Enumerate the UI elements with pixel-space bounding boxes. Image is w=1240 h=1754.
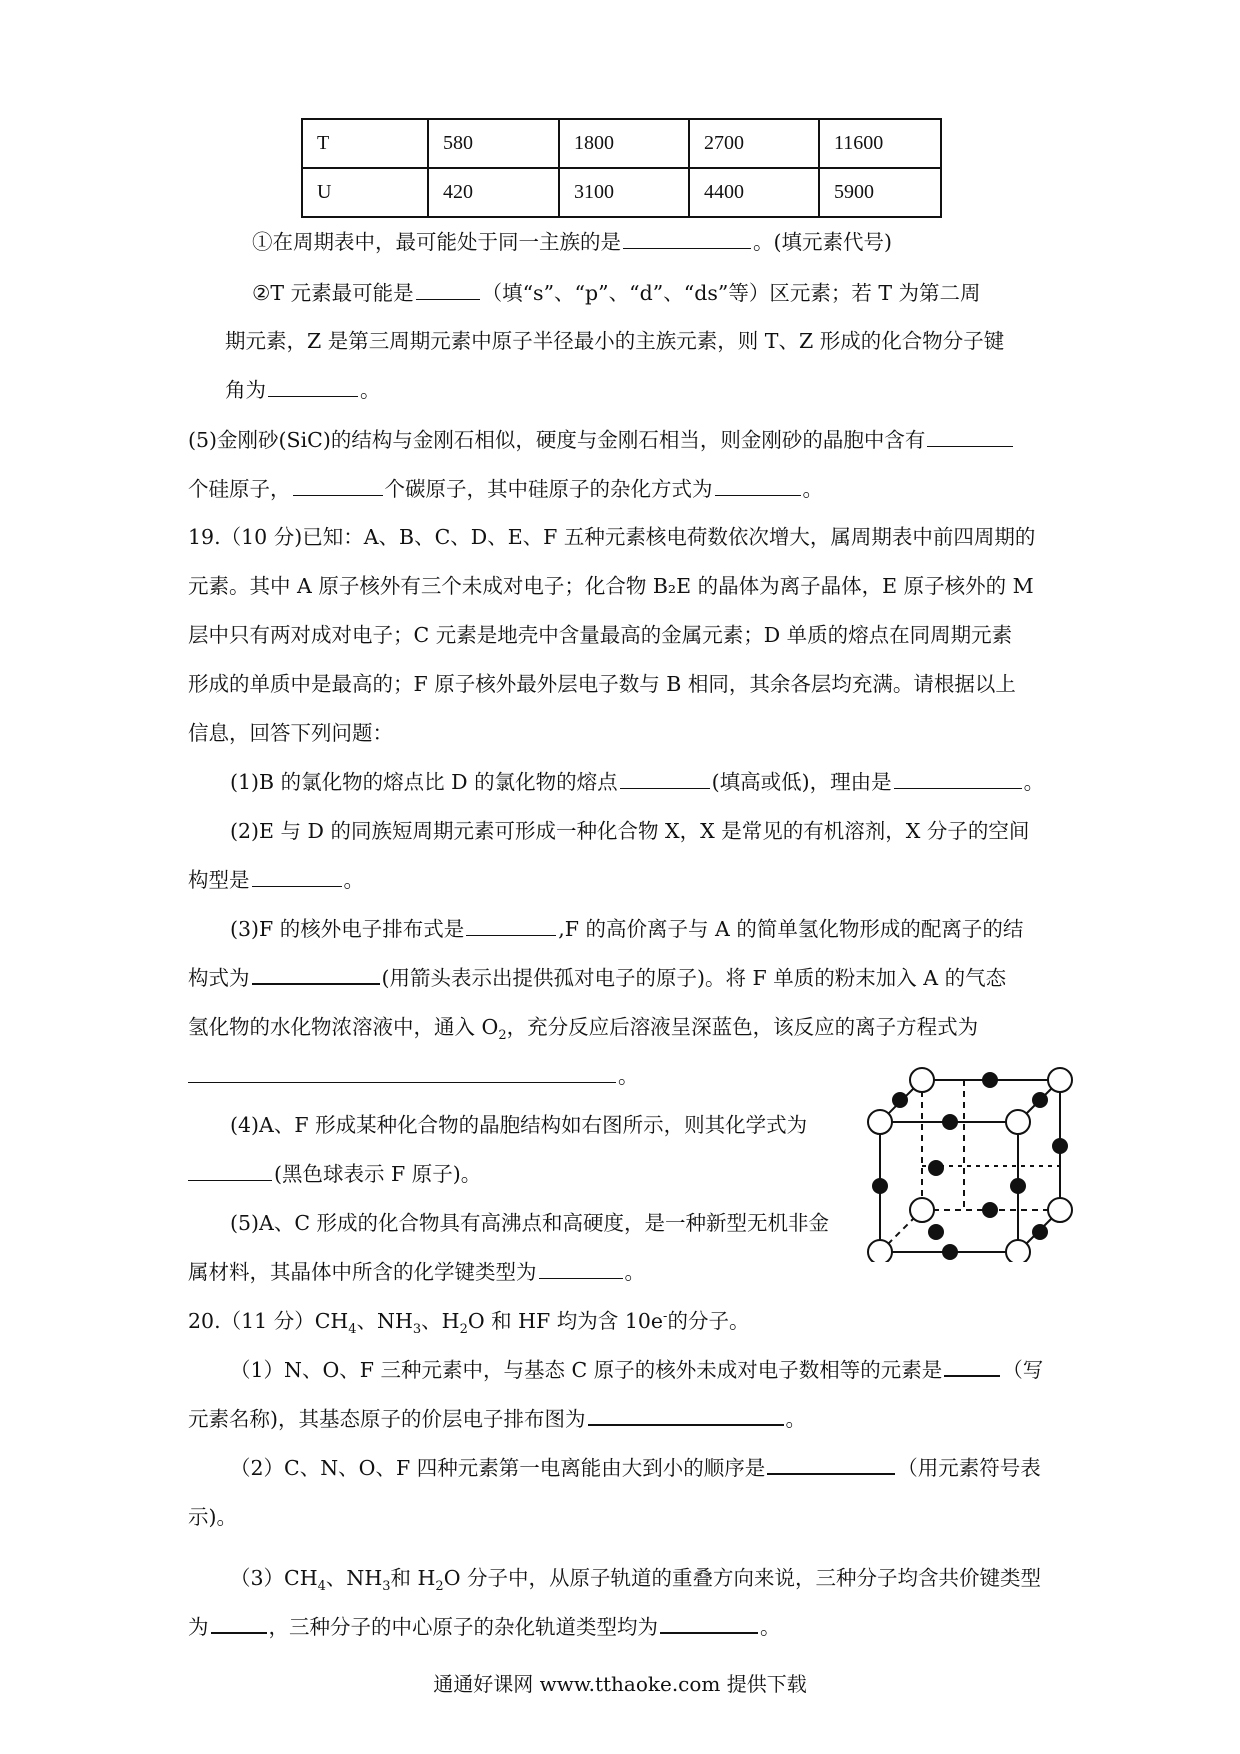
question-line: (黑色球表示 F 原子)。 (188, 1159, 481, 1189)
table-cell: 4400 (689, 168, 819, 217)
black-sphere (892, 1092, 908, 1108)
black-sphere (942, 1244, 958, 1260)
answer-blank[interactable] (539, 1258, 623, 1279)
black-sphere (1032, 1224, 1048, 1240)
answer-blank[interactable] (620, 768, 710, 789)
table-cell: U (302, 168, 428, 217)
answer-blank[interactable] (767, 1453, 895, 1475)
answer-blank[interactable] (623, 228, 751, 249)
answer-blank[interactable] (588, 1404, 784, 1426)
question-heading: 19.（10 分)已知：A、B、C、D、E、F 五种元素核电荷数依次增大，属周期表中前四周期的 (188, 525, 1036, 549)
answer-blank[interactable] (252, 866, 342, 887)
table-cell: 2700 (689, 119, 819, 168)
black-sphere (1052, 1138, 1068, 1154)
table-cell: 580 (428, 119, 559, 168)
table-cell: 5900 (819, 168, 941, 217)
black-sphere (982, 1202, 998, 1218)
question-line: 。 (188, 1061, 639, 1091)
question-line: 为 ，三种分子的中心原子的杂化轨道类型均为 。 (188, 1612, 781, 1642)
ionization-energy-table (301, 118, 942, 218)
table-row (302, 119, 941, 168)
question-line: (2)E 与 D 的同族短周期元素可形成一种化合物 X，X 是常见的有机溶剂，X 分子的空间 (230, 819, 1030, 843)
question-line: 形成的单质中是最高的；F 原子核外最外层电子数与 B 相同，其余各层均充满。请根据以上 (188, 672, 1016, 696)
answer-blank[interactable] (927, 426, 1013, 447)
black-sphere (1010, 1178, 1026, 1194)
white-sphere (1006, 1110, 1030, 1134)
table-cell: 420 (428, 168, 559, 217)
question-line: 期元素，Z 是第三周期元素中原子半径最小的主族元素，则 T、Z 形成的化合物分子键 (225, 329, 1005, 353)
question-line: 信息，回答下列问题： (188, 721, 393, 745)
table-cell: 11600 (819, 119, 941, 168)
answer-blank[interactable] (268, 376, 358, 397)
question-heading: 20.（11 分）$CH_4$、$NH_3$、$H_2O$ 和 HF 均为含 10e-的分子。 (188, 1309, 750, 1338)
question-line: (3)F 的核外电子排布式是 ,F 的高价离子与 A 的简单氢化物形成的配离子的结 (230, 917, 1024, 941)
white-sphere (910, 1068, 934, 1092)
question-line: 元素。其中 A 原子核外有三个未成对电子；化合物 B₂E 的晶体为离子晶体，E 原子核外的 M (188, 574, 1034, 598)
table-cell: 3100 (559, 168, 689, 217)
question-line: (5)A、C 形成的化合物具有高沸点和高硬度，是一种新型无机非金 (230, 1211, 830, 1235)
question-line: (4)A、F 形成某种化合物的晶胞结构如右图所示，则其化学式为 (230, 1113, 808, 1137)
answer-blank[interactable] (466, 915, 556, 936)
table-cell: T (302, 119, 428, 168)
white-sphere (868, 1110, 892, 1134)
page-footer: 通通好课网 www.tthaoke.com 提供下载 (433, 1672, 807, 1696)
white-sphere (1048, 1198, 1072, 1222)
question-line: 示)。 (188, 1505, 237, 1529)
table-row (302, 168, 941, 217)
white-sphere (1006, 1240, 1030, 1262)
answer-blank[interactable] (252, 963, 380, 985)
answer-blank[interactable] (188, 1062, 616, 1083)
answer-blank[interactable] (188, 1160, 272, 1181)
question-line: 氢化物的水化物浓溶液中，通入 $O_2$，充分反应后溶液呈深蓝色，该反应的离子方程式为 (188, 1015, 979, 1044)
white-sphere (1048, 1068, 1072, 1092)
white-sphere (910, 1198, 934, 1222)
answer-blank[interactable] (211, 1612, 267, 1634)
answer-blank[interactable] (894, 768, 1022, 789)
question-line: 属材料，其晶体中所含的化学键类型为 。 (188, 1260, 645, 1284)
table-cell: 1800 (559, 119, 689, 168)
black-sphere (982, 1072, 998, 1088)
black-sphere (928, 1224, 944, 1240)
question-line: 角为 。 (225, 378, 381, 402)
question-line: （1）N、O、F 三种元素中，与基态 C 原子的核外未成对电子数相等的元素是 （写 (230, 1355, 1043, 1385)
question-line: ②T 元素最可能是 （填“s”、“p”、“d”、“ds”等）区元素；若 T 为第二周 (252, 281, 981, 305)
white-sphere (868, 1240, 892, 1262)
question-line: 个硅原子， 个碳原子，其中硅原子的杂化方式为 。 (188, 477, 823, 501)
question-line: （2）C、N、O、F 四种元素第一电离能由大到小的顺序是 （用元素符号表 (230, 1453, 1041, 1483)
crystal-cell-diagram (860, 1062, 1080, 1262)
question-line: 层中只有两对成对电子；C 元素是地壳中含量最高的金属元素；D 单质的熔点在同周期元素 (188, 623, 1013, 647)
black-sphere (942, 1114, 958, 1130)
answer-blank[interactable] (416, 279, 480, 300)
answer-blank[interactable] (660, 1612, 758, 1634)
answer-blank[interactable] (944, 1355, 1000, 1377)
question-line: ①在周期表中，最可能处于同一主族的是 。(填元素代号) (252, 230, 892, 254)
question-line: 构型是 。 (188, 868, 364, 892)
black-sphere (928, 1160, 944, 1176)
answer-blank[interactable] (293, 475, 383, 496)
black-sphere (872, 1178, 888, 1194)
answer-blank[interactable] (715, 475, 801, 496)
question-line: 构式为 (用箭头表示出提供孤对电子的原子)。将 F 单质的粉末加入 A 的气态 (188, 963, 1006, 993)
question-line: (5)金刚砂(SiC)的结构与金刚石相似，硬度与金刚石相当，则金刚砂的晶胞中含有 (188, 425, 1015, 455)
question-line: $(3)CH_4$、$NH_3$和 $H_2O$ 分子中，从原子轨道的重叠方向来说，三种分子均含共价键类型 (230, 1566, 1042, 1595)
question-line: 元素名称)，其基态原子的价层电子排布图为 。 (188, 1404, 806, 1434)
question-line: (1)B 的氯化物的熔点比 D 的氯化物的熔点 (填高或低)，理由是 。 (230, 770, 1045, 794)
black-sphere (1032, 1092, 1048, 1108)
